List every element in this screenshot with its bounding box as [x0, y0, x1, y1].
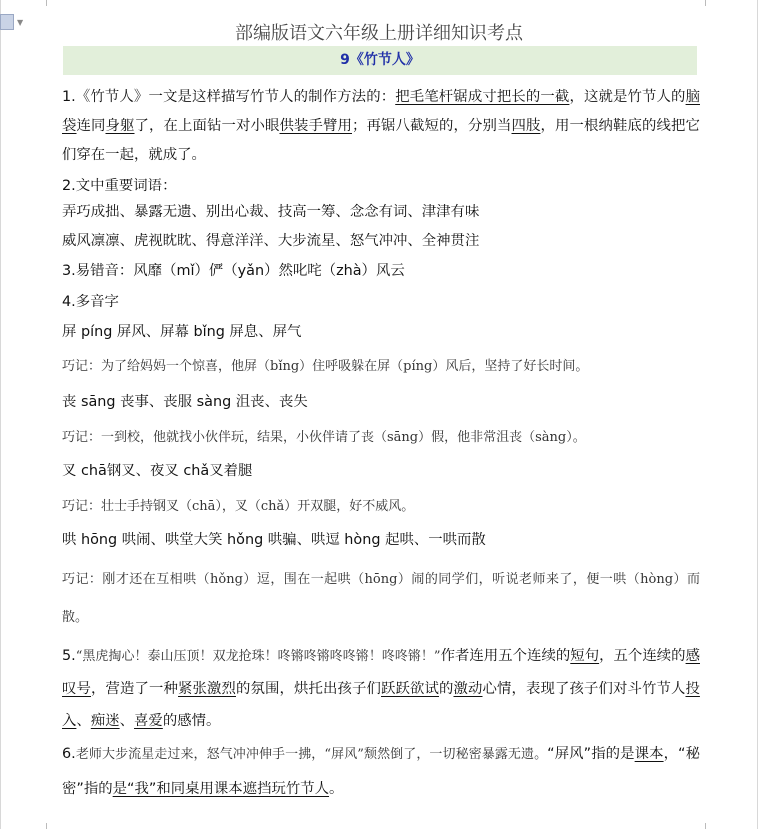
text-segment: ，用一根纳鞋底的线把它们穿在一起，就成了。	[62, 118, 700, 163]
text-segment: “屏风”指的是	[547, 746, 635, 762]
text-segment: 老师大步流星走过来，怒气冲冲伸手一拂，“屏风”颓然倒了，一切秘密暴露无遗。	[75, 747, 548, 762]
text-segment: 心情，表现了孩子们对斗竹节人	[482, 681, 686, 697]
text-segment: 3.易错音：风靡（mǐ）俨（yǎn）然叱咤（zhà）风云	[62, 263, 405, 279]
paragraph	[62, 388, 700, 417]
paragraph	[62, 457, 700, 486]
underlined-key-phrase: 供装手臂用	[279, 118, 352, 134]
mnemonic-paragraph	[62, 423, 700, 452]
text-segment: ；再锯八截短的，分别当	[352, 118, 512, 134]
text-segment: 的	[439, 681, 454, 697]
paragraph	[62, 737, 700, 806]
underlined-key-phrase: 是“我”和同桌用课本遮挡玩竹节人	[112, 781, 330, 797]
text-segment: 屏 píng 屏风、屏幕 bǐng 屏息、屏气	[62, 324, 302, 340]
text-segment: 5.	[62, 648, 76, 664]
underlined-key-phrase: 把毛笔杆锯成寸把长的一截	[395, 89, 570, 105]
text-segment: 巧记：壮士手持钢叉（chā），叉（chǎ）开双腿，好不威风。	[62, 499, 415, 514]
chevron-down-icon[interactable]: ▼	[17, 18, 24, 27]
underlined-key-phrase: 紧张激烈	[178, 681, 236, 697]
text-segment: 连同	[76, 118, 106, 134]
text-segment: 巧记：刚才还在互相哄（hǒng）逗，围在一起哄（hōng）闹的同学们，听说老师来了，便一哄（hòng）而散。	[62, 572, 700, 625]
text-segment: 、	[76, 713, 91, 729]
underlined-key-phrase: 痴迷	[90, 713, 120, 729]
paragraph	[62, 257, 700, 286]
text-segment: 巧记：一到校，他就找小伙伴玩，结果，小伙伴请了丧（sāng）假，他非常沮丧（sàng）。	[62, 430, 586, 445]
text-segment: 2.文中重要词语：	[62, 178, 177, 194]
text-segment: “黑虎掏心！泰山压顶！双龙抢珠！咚锵咚锵咚咚锵！咚咚锵！”	[75, 649, 441, 664]
underlined-key-phrase: 跃跃欲试	[381, 681, 439, 697]
text-segment: 作者连用五个连续的	[440, 648, 571, 664]
paragraph	[62, 83, 700, 170]
page-corner-mark	[705, 0, 724, 6]
page-corner-mark	[28, 0, 47, 6]
text-segment: ，这就是竹节人的	[569, 89, 686, 105]
text-segment: 巧记：为了给妈妈一个惊喜，他屏（bǐng）住呼吸躲在屏（píng）风后，坚持了好长时间。	[62, 359, 589, 374]
text-segment: 哄 hōng 哄闹、哄堂大笑 hǒng 哄骗、哄逗 hòng 起哄、一哄而散	[62, 532, 486, 548]
text-segment: ，营造了一种	[91, 681, 178, 697]
text-segment: 的感情。	[162, 713, 221, 729]
text-segment: 6.	[62, 746, 76, 762]
underlined-key-phrase: 课本	[634, 746, 664, 762]
text-segment: 。	[329, 781, 344, 797]
paragraph	[62, 526, 700, 555]
underlined-key-phrase: 投入	[62, 681, 700, 729]
paragraph	[62, 172, 700, 201]
underlined-key-phrase: 激动	[453, 681, 483, 697]
page-corner-mark	[705, 823, 724, 829]
underlined-key-phrase: 身躯	[105, 118, 135, 134]
underlined-key-phrase: 喜爱	[134, 713, 163, 729]
underlined-key-phrase: 四肢	[511, 118, 541, 134]
text-segment: ，五个连续的	[599, 648, 686, 664]
text-segment: 4.多音字	[62, 294, 119, 310]
text-segment: ，“秘密”指的	[62, 746, 700, 797]
mnemonic-paragraph	[62, 352, 700, 381]
text-segment: 的氛围，烘托出孩子们	[236, 681, 381, 697]
underlined-key-phrase: 短句	[570, 648, 600, 664]
underlined-key-phrase: 脑袋	[62, 89, 700, 134]
page-corner-mark	[28, 823, 47, 829]
text-segment: 威风凛凛、虎视眈眈、得意洋洋、大步流星、怒气冲冲、全神贯注	[62, 233, 480, 249]
text-segment: 、	[119, 713, 135, 729]
paragraph	[62, 640, 700, 737]
text-segment: 叉 chā钢叉、夜叉 chǎ叉着腿	[62, 463, 253, 479]
text-segment: 1.《竹节人》一文是这样描写竹节人的制作方法的：	[62, 89, 396, 105]
document-title: 部编版语文六年级上册详细知识考点	[235, 23, 523, 44]
page-left-edge	[0, 0, 1, 829]
paragraph	[62, 288, 700, 317]
text-segment: 弄巧成拙、暴露无遗、别出心裁、技高一筹、念念有词、津津有味	[62, 204, 480, 220]
underlined-key-phrase: 感叹号	[62, 648, 700, 697]
text-segment: 丧 sāng 丧事、丧服 sàng 沮丧、丧失	[62, 394, 308, 410]
section-heading: 9《竹节人》	[63, 46, 697, 75]
paragraph	[62, 227, 700, 256]
mnemonic-paragraph	[62, 561, 700, 637]
paragraph	[62, 198, 700, 227]
text-segment: 了，在上面钻一对小眼	[134, 118, 280, 134]
paragraph	[62, 318, 700, 347]
mnemonic-paragraph	[62, 492, 700, 521]
